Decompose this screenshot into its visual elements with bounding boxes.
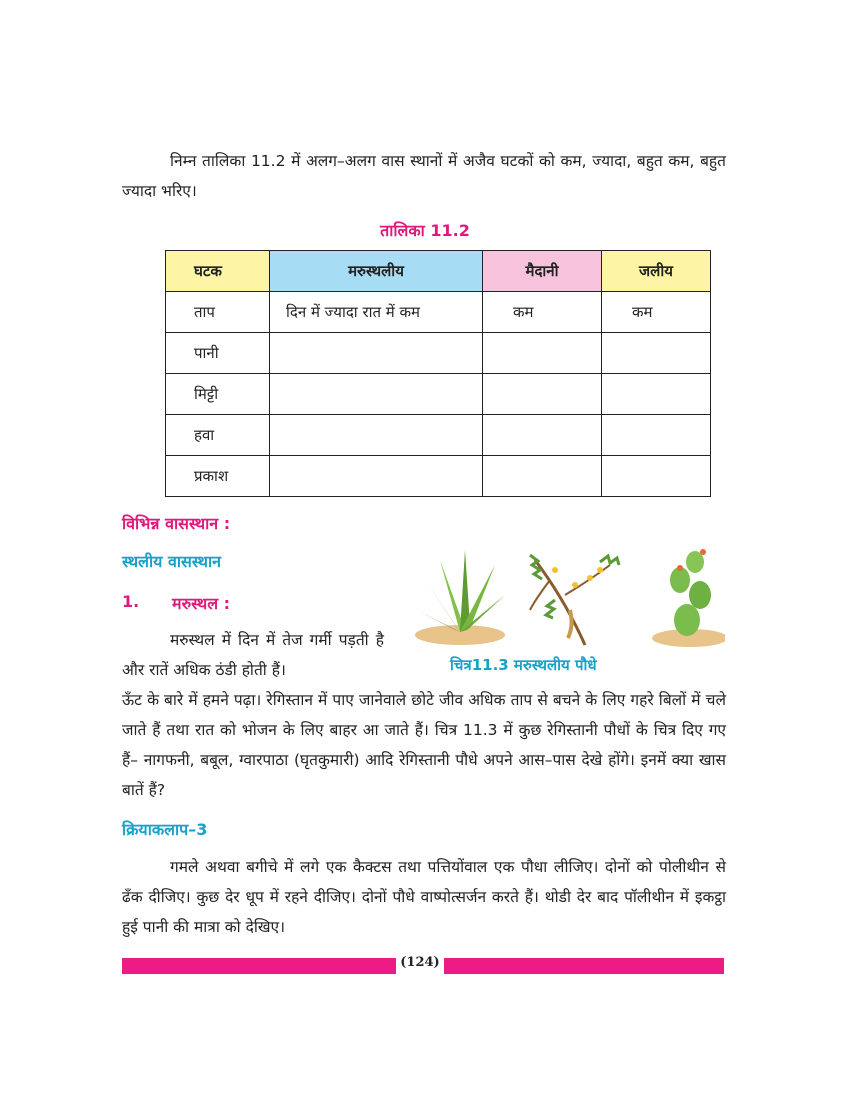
table-row: [166, 374, 711, 415]
desert-paragraph-start: मरुस्थल में दिन में तेज गर्मी पड़ती है और रातें अधिक ठंडी होती हैं।: [122, 631, 384, 679]
table-caption: तालिका 11.2: [380, 221, 470, 240]
acacia-plant-icon: [530, 555, 619, 645]
footer-bar-left: [122, 958, 396, 974]
table-cell: [483, 456, 602, 497]
intro-paragraph: निम्न तालिका 11.2 में अलग–अलग वास स्थानों में अजैव घटकों को कम, ज्यादा, बहुत कम, बहुत ज्यादा भरिए।: [122, 152, 726, 200]
table-row: [166, 333, 711, 374]
header-factor: घटक: [166, 251, 270, 292]
table-cell: दिन में ज्यादा रात में कम: [270, 292, 483, 333]
table-cell: कम: [483, 292, 602, 333]
table-cell: [483, 333, 602, 374]
table-cell: मिट्टी: [166, 374, 270, 415]
activity-paragraph: गमले अथवा बगीचे में लगे एक कैक्टस तथा पत्तियोंवाल एक पौधा लीजिए। दोनों को पोलीथीन से ढँक दीजिए। कुछ देर धूप में रहने दीजिए। दोनों पौधे वाष्पोत्सर्जन करते हैं। थोडी देर बाद पॉलीथीन में इकट्ठा हुई पानी की मात्रा को देखिए।: [122, 858, 726, 936]
table-cell: प्रकाश: [166, 456, 270, 497]
table-cell: हवा: [166, 415, 270, 456]
table-cell: [602, 333, 711, 374]
table-cell: [602, 456, 711, 497]
table-row: [166, 456, 711, 497]
table-cell: [270, 456, 483, 497]
subsection-number: 1.: [122, 592, 140, 611]
table-cell: [602, 415, 711, 456]
section-heading-terrestrial: स्थलीय वासस्थान: [122, 552, 221, 571]
header-desert: मरुस्थलीय: [270, 251, 483, 292]
aloe-plant-icon: [415, 550, 505, 645]
page-number: (124): [400, 955, 440, 970]
table-cell: [602, 374, 711, 415]
table-header-row: [166, 251, 711, 292]
table-cell: पानी: [166, 333, 270, 374]
header-aquatic: जलीय: [602, 251, 711, 292]
table-cell: [270, 415, 483, 456]
cactus-plant-icon: [652, 549, 725, 647]
table-cell: कम: [602, 292, 711, 333]
table-row: [166, 292, 711, 333]
table-row: [166, 415, 711, 456]
section-heading-habitats: विभिन्न वासस्थान :: [122, 514, 231, 533]
subsection-heading-desert: मरुस्थल :: [172, 594, 231, 613]
desert-plants-illustration: [415, 540, 725, 650]
table-cell: [483, 374, 602, 415]
figure-caption: चित्र11.3 मरुस्थलीय पौधे: [450, 656, 597, 674]
section-heading-activity: क्रियाकलाप–3: [122, 820, 208, 839]
abiotic-factors-table: [165, 250, 711, 497]
header-plains: मैदानी: [483, 251, 602, 292]
desert-paragraph-rest: ऊँट के बारे में हमने पढ़ा। रेगिस्तान में पाए जानेवाले छोटे जीव अधिक ताप से बचने के लिए गहरे बिलों में चले जाते हैं तथा रात को भोजन के लिए बाहर आ जाते हैं। चित्र 11.3 में कुछ रेगिस्तानी पौधों के चित्र दिए गए हैं– नागफनी, बबूल, ग्वारपाठा (घृतकुमारी) आदि रेगिस्तानी पौधे अपने आस–पास देखे होंगे। इनमें क्या खास बातें हैं?: [122, 691, 726, 799]
table-cell: [483, 415, 602, 456]
table-cell: [270, 374, 483, 415]
footer-bar-right: [444, 958, 724, 974]
table-cell: ताप: [166, 292, 270, 333]
table-cell: [270, 333, 483, 374]
